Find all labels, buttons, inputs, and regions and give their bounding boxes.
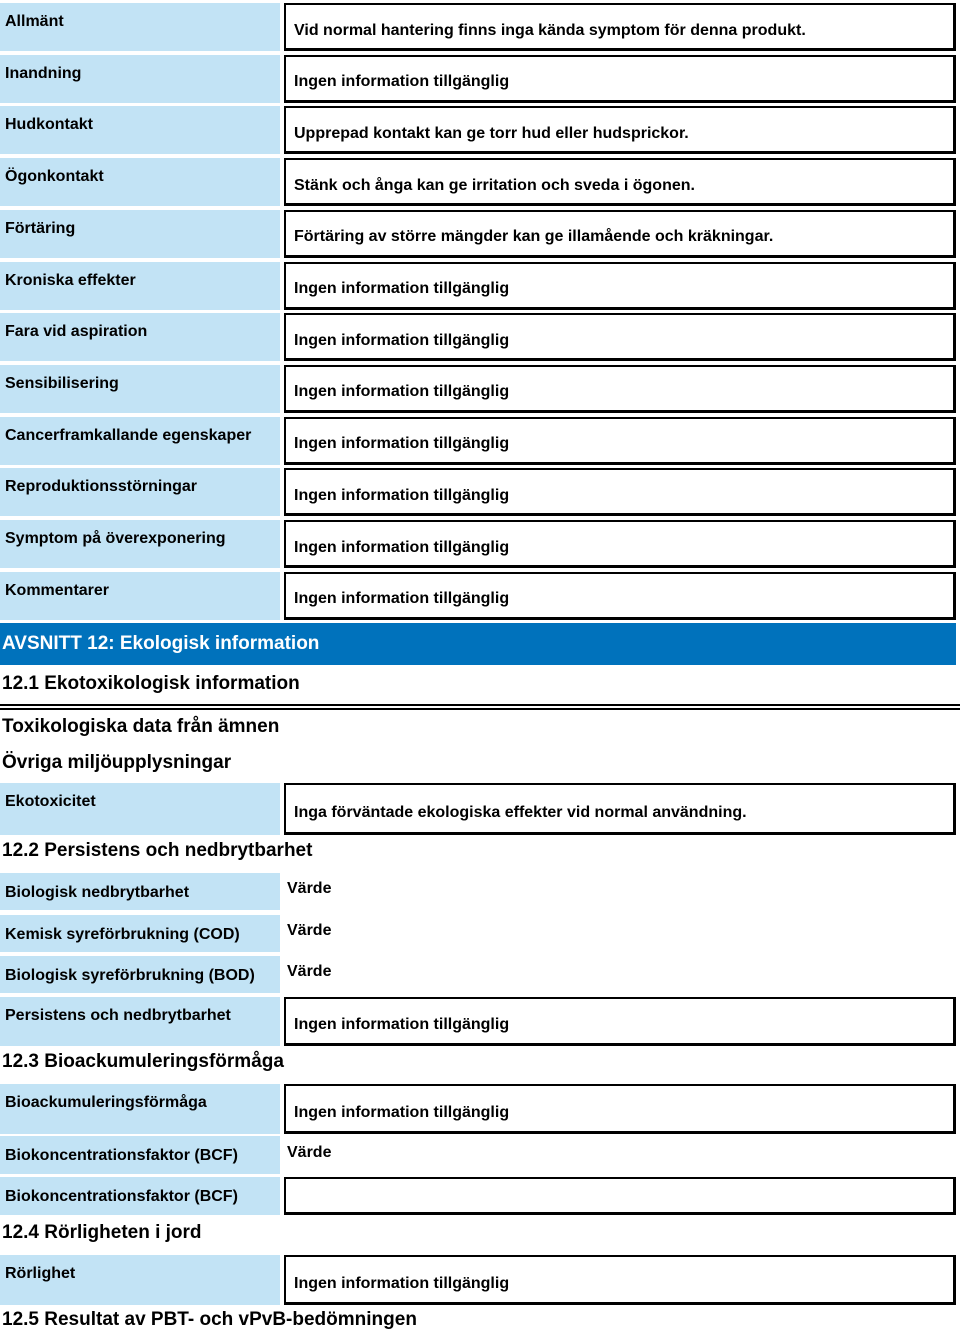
symptom-row bbox=[0, 106, 960, 154]
row-label: Sensibilisering bbox=[0, 365, 280, 413]
symptom-row bbox=[0, 520, 960, 568]
row-value: Ingen information tillgänglig bbox=[284, 997, 956, 1046]
row-value: Ingen information tillgänglig bbox=[284, 468, 956, 516]
row-label: Kommentarer bbox=[0, 572, 280, 620]
symptom-row bbox=[0, 158, 960, 206]
row-label: Fara vid aspiration bbox=[0, 313, 280, 361]
row-value: Förtäring av större mängder kan ge illamående och kräkningar. bbox=[284, 210, 956, 258]
row-bcf bbox=[0, 1136, 960, 1174]
row-value: Ingen information tillgänglig bbox=[284, 313, 956, 361]
symptom-row bbox=[0, 210, 960, 258]
row-label: Persistens och nedbrytbarhet bbox=[0, 997, 280, 1046]
row-label: Cancerframkallande egenskaper bbox=[0, 417, 280, 465]
heading-12-3: 12.3 Bioackumuleringsförmåga bbox=[2, 1051, 284, 1072]
section-header: AVSNITT 12: Ekologisk information bbox=[0, 623, 956, 665]
heading-12-1: 12.1 Ekotoxikologisk information bbox=[2, 673, 300, 694]
row-label: Biokoncentrationsfaktor (BCF) bbox=[0, 1136, 280, 1174]
subheading-toxdata: Toxikologiska data från ämnen bbox=[2, 716, 280, 737]
row-value: Värde bbox=[287, 963, 332, 980]
row-label: Rörlighet bbox=[0, 1255, 280, 1305]
row-cod bbox=[0, 915, 960, 952]
row-value: Värde bbox=[287, 922, 332, 939]
symptom-row bbox=[0, 3, 960, 51]
row-value bbox=[284, 1177, 956, 1215]
symptom-row bbox=[0, 468, 960, 516]
heading-12-4: 12.4 Rörligheten i jord bbox=[2, 1222, 202, 1243]
row-value: Värde bbox=[287, 880, 332, 897]
row-label: Biokoncentrationsfaktor (BCF) bbox=[0, 1177, 280, 1215]
symptom-row bbox=[0, 572, 960, 620]
row-value: Värde bbox=[287, 1144, 332, 1161]
symptom-row bbox=[0, 313, 960, 361]
row-bod bbox=[0, 956, 960, 993]
row-label: Inandning bbox=[0, 55, 280, 103]
row-bcf-empty bbox=[0, 1177, 960, 1215]
row-label: Ögonkontakt bbox=[0, 158, 280, 206]
row-value: Vid normal hantering finns inga kända symptom för denna produkt. bbox=[284, 3, 956, 51]
row-label: Kroniska effekter bbox=[0, 262, 280, 310]
row-value: Ingen information tillgänglig bbox=[284, 572, 956, 620]
row-value: Ingen information tillgänglig bbox=[284, 55, 956, 103]
symptom-row bbox=[0, 417, 960, 465]
row-value: Upprepad kontakt kan ge torr hud eller hudsprickor. bbox=[284, 106, 956, 154]
row-value: Ingen information tillgänglig bbox=[284, 417, 956, 465]
symptom-row bbox=[0, 365, 960, 413]
row-label: Symptom på överexponering bbox=[0, 520, 280, 568]
row-bio bbox=[0, 873, 960, 910]
subheading-other: Övriga miljöupplysningar bbox=[2, 752, 232, 773]
row-value: Ingen information tillgänglig bbox=[284, 1084, 956, 1134]
row-ekotoxicitet bbox=[0, 783, 960, 835]
row-bioack bbox=[0, 1084, 960, 1134]
row-value: Ingen information tillgänglig bbox=[284, 1255, 956, 1305]
row-label: Bioackumuleringsförmåga bbox=[0, 1084, 280, 1134]
row-value: Inga förväntade ekologiska effekter vid normal användning. bbox=[284, 783, 956, 835]
row-value: Ingen information tillgänglig bbox=[284, 520, 956, 568]
row-label: Hudkontakt bbox=[0, 106, 280, 154]
row-rorlighet bbox=[0, 1255, 960, 1305]
row-label: Förtäring bbox=[0, 210, 280, 258]
row-label: Kemisk syreförbrukning (COD) bbox=[0, 915, 280, 952]
row-label: Allmänt bbox=[0, 3, 280, 51]
row-persistens bbox=[0, 997, 960, 1046]
row-label: Biologisk syreförbrukning (BOD) bbox=[0, 956, 280, 993]
row-label: Biologisk nedbrytbarhet bbox=[0, 873, 280, 910]
row-label: Reproduktionsstörningar bbox=[0, 468, 280, 516]
heading-12-2: 12.2 Persistens och nedbrytbarhet bbox=[2, 840, 313, 861]
row-value: Stänk och ånga kan ge irritation och sveda i ögonen. bbox=[284, 158, 956, 206]
divider bbox=[0, 704, 960, 710]
row-label: Ekotoxicitet bbox=[0, 783, 280, 835]
symptom-row bbox=[0, 262, 960, 310]
row-value: Ingen information tillgänglig bbox=[284, 365, 956, 413]
heading-12-5: 12.5 Resultat av PBT- och vPvB-bedömningen bbox=[2, 1309, 417, 1330]
symptom-row bbox=[0, 55, 960, 103]
row-value: Ingen information tillgänglig bbox=[284, 262, 956, 310]
